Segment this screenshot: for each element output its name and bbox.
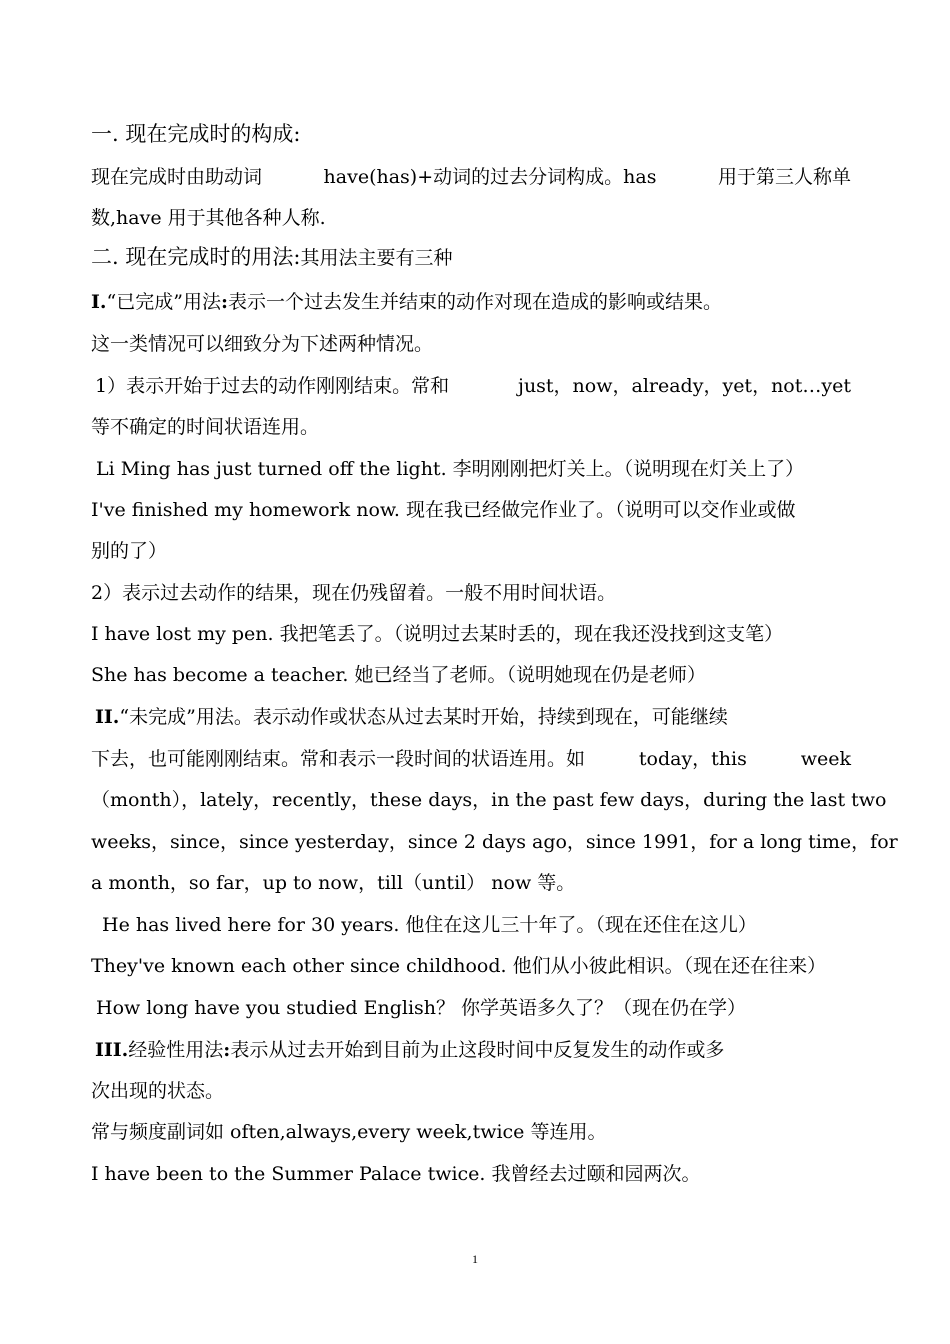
usage2-line5: a month，so far，up to now，till（until） now 等。 [91,872,576,894]
usage2-line1: “未完成”用法。表示动作或状态从过去某时开始，持续到现在，可能继续 [119,706,728,728]
usage1-example2-line2: 别的了） [91,540,168,562]
usage3-line3: 常与频度副词如 often,always,every week,twice 等连用。 [91,1121,607,1143]
section1-line1-c: 用于第三人称单 [717,166,851,188]
usage1-example4: She has become a teacher. 她已经当了老师。（说明她现在仍是老师） [91,664,706,686]
page-number: 1 [472,1252,478,1266]
section2-heading-tail: 其用法主要有三种 [300,247,453,269]
usage3-desc: 表示从过去开始到目前为止这段时间中反复发生的动作或多 [230,1039,725,1061]
usage2-example1: He has lived here for 30 years. 他住在这儿三十年了。（现在还住在这儿） [102,914,757,936]
usage2-line2 [91,746,851,772]
usage3-example1: I have been to the Summer Palace twice. 我曾经去过颐和园两次。 [91,1163,701,1185]
section1-line2: 数,have 用于其他各种人称. [91,207,326,229]
section2-heading-text: 二. 现在完成时的用法: [91,245,301,269]
usage2-example2: They've known each other since childhood. 他们从小彼此相识。（现在还在往来） [91,955,827,977]
section1-line1-b: have(has)+动词的过去分词构成。has [323,166,657,188]
usage1-point1-line1 [91,373,851,399]
usage1-point2: 2）表示过去动作的结果，现在仍残留着。一般不用时间状语。 [91,582,617,604]
usage2-title-line [95,704,855,730]
usage2-example3: How long have you studied English？ 你学英语多久了？（现在仍在学） [96,997,747,1019]
section1-heading: 一. 现在完成时的构成: [91,122,301,146]
usage2-label: II. [95,706,120,728]
usage1-example1: Li Ming has just turned off the light. 李明刚刚把灯关上。（说明现在灯关上了） [96,458,805,480]
section2-heading [91,244,851,271]
usage1-label: I. [91,291,107,313]
usage2-line4: weeks，since，since yesterday，since 2 days ago，since 1991，for a long time，for [91,831,898,853]
usage1-title-line [91,289,851,315]
section1-line1 [91,164,851,190]
usage1-point1-line1-a: 1）表示开始于过去的动作刚刚结束。常和 [95,375,450,397]
usage1-example2-line1: I've finished my homework now. 现在我已经做完作业了。（说明可以交作业或做 [91,499,796,521]
usage2-line2-a: 下去，也可能刚刚结束。常和表示一段时间的状语连用。如 [91,748,586,770]
usage1-point1-line1-b: just，now，already，yet，not…yet [518,375,851,397]
section1-line1-a: 现在完成时由助动词 [91,166,263,188]
usage2-line2-c: week [800,748,851,770]
usage1-point1-line2: 等不确定的时间状语连用。 [91,416,320,438]
usage3-line2: 次出现的状态。 [91,1080,225,1102]
usage1-desc: 表示一个过去发生并结束的动作对现在造成的影响或结果。 [227,291,722,313]
usage2-line2-b: today，this [638,748,747,770]
usage3-title: 经验性用法 [128,1039,224,1061]
usage3-title-line [95,1037,855,1063]
usage1-title: “已完成”用法 [106,291,221,313]
usage2-line3: （month），lately，recently，these days，in the past few days，during the last two [91,789,887,811]
usage1-example3: I have lost my pen. 我把笔丢了。（说明过去某时丢的，现在我还没找到这支笔） [91,623,784,645]
usage1-colon: : [220,291,228,313]
usage1-line2: 这一类情况可以细致分为下述两种情况。 [91,333,434,355]
usage3-colon: : [223,1039,231,1061]
usage3-label: III. [95,1039,129,1061]
